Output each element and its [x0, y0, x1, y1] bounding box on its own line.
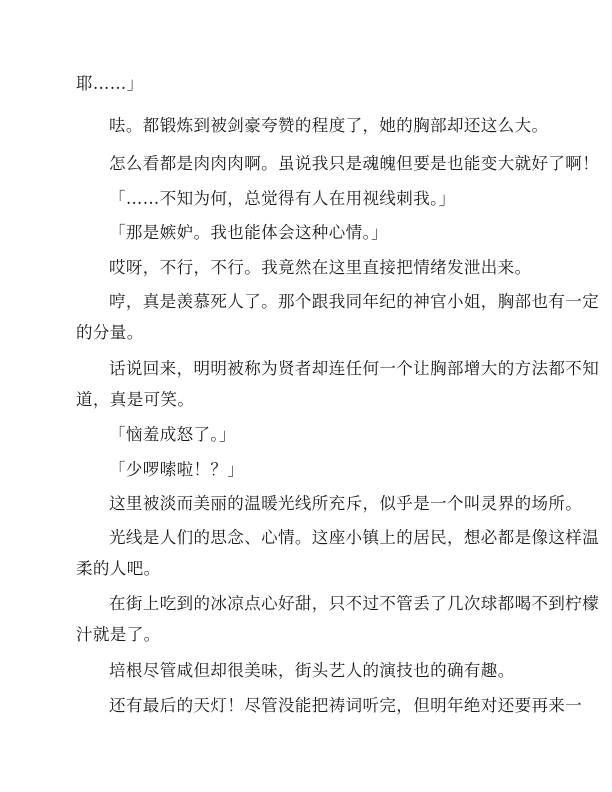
paragraph [76, 419, 544, 450]
text-line: 呿。都锻炼到被剑豪夸赞的程度了，她的胸部却还这么大。 [109, 116, 549, 135]
text-line: 光线是人们的思念、心情。这座小镇上的居民，想必都是像这样温 [109, 528, 600, 547]
paragraph [76, 588, 600, 650]
paragraph [76, 454, 544, 485]
text-line: 「少啰嗦啦！？」 [109, 460, 245, 479]
text-line: 在街上吃到的冰凉点心好甜，只不过不管丢了几次球都喝不到柠檬 [109, 594, 600, 613]
text-line: 柔的人吧。 [76, 559, 161, 578]
paragraph [76, 488, 583, 519]
paragraph [76, 217, 544, 248]
text-line: 「恼羞成怒了。」 [109, 425, 236, 444]
paragraph [76, 522, 600, 584]
paragraph [76, 183, 544, 214]
paragraph [76, 252, 544, 283]
paragraph [76, 655, 544, 686]
text-line: 还有最后的天灯！尽管没能把祷词听完，但明年绝对还要再来一 [109, 696, 583, 715]
text-line: 耶……」 [76, 74, 144, 93]
text-line: 的分量。 [76, 323, 144, 342]
paragraph [76, 286, 600, 348]
paragraph [76, 68, 544, 99]
text-line: 汁就是了。 [76, 625, 161, 644]
paragraph [76, 690, 583, 721]
text-line: 哎呀，不行，不行。我竟然在这里直接把情绪发泄出来。 [109, 258, 532, 277]
text-line: 这里被淡而美丽的温暖光线所充斥，似乎是一个叫灵界的场所。 [109, 494, 583, 513]
text-line: 怎么看都是肉肉肉啊。虽说我只是魂魄但要是也能变大就好了啊！ [109, 154, 600, 173]
text-line: 「那是嫉妒。我也能体会这种心情。」 [109, 223, 389, 242]
paragraph [76, 353, 600, 415]
text-line: 道，真是可笑。 [76, 390, 195, 409]
paragraph [76, 148, 600, 179]
text-line: 培根尽管咸但却很美味，街头艺人的演技也的确有趣。 [109, 661, 515, 680]
paragraph [76, 110, 549, 141]
text-line: 哼，真是羡慕死人了。那个跟我同年纪的神官小姐，胸部也有一定 [109, 292, 600, 311]
text-line: 「……不知为何，总觉得有人在用视线刺我。」 [109, 189, 456, 208]
text-line: 话说回来，明明被称为贤者却连任何一个让胸部增大的方法都不知 [109, 359, 600, 378]
